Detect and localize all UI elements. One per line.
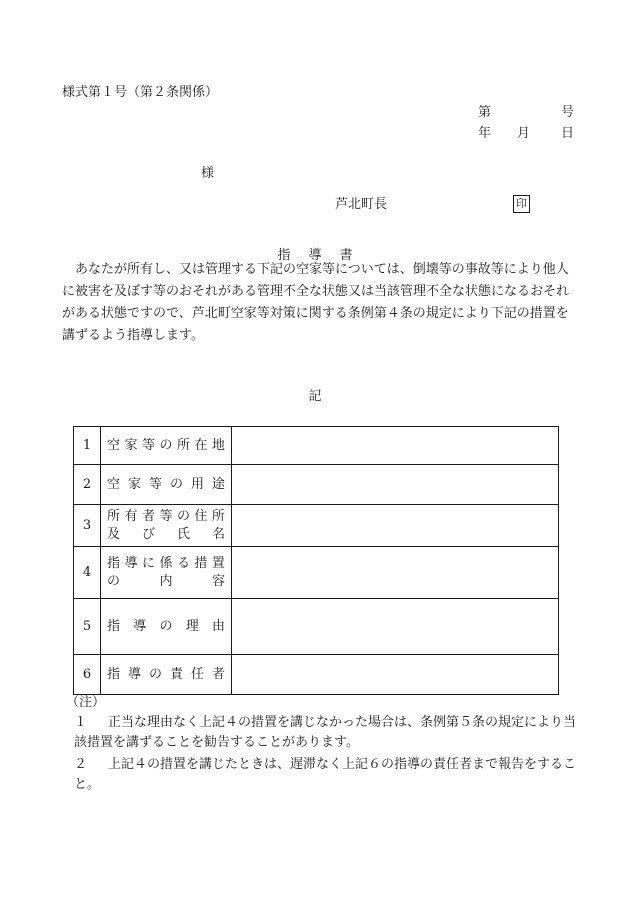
row-label-char: 指	[107, 555, 121, 571]
row-label	[101, 427, 232, 465]
row-label-line	[107, 476, 225, 494]
row-label	[101, 465, 232, 505]
row-label-char: 所	[107, 508, 121, 524]
row-label-char: 由	[211, 618, 225, 634]
row-label-char: 名	[211, 526, 225, 542]
row-value-field[interactable]	[232, 599, 559, 655]
row-number: 6	[74, 655, 101, 695]
row-label-char: 者	[141, 508, 155, 524]
addressee-suffix: 様	[201, 166, 215, 181]
row-label-char: 在	[194, 437, 208, 453]
row-number: 2	[74, 465, 101, 505]
row-label-char: 導	[124, 555, 138, 571]
row-label-line	[107, 555, 225, 573]
row-label-char: の	[159, 618, 173, 634]
row-label-char: 指	[107, 618, 121, 634]
row-value-field[interactable]	[232, 427, 559, 465]
row-label-char: 家	[124, 437, 138, 453]
row-label-line	[107, 666, 225, 684]
notes-heading: （注）	[66, 695, 106, 710]
row-label-char: 等	[159, 508, 173, 524]
row-label-char: 住	[194, 508, 208, 524]
row-number: 4	[74, 547, 101, 599]
row-label-line	[107, 437, 225, 455]
row-label-char: の	[159, 437, 173, 453]
row-value-field[interactable]	[232, 655, 559, 695]
table-row	[74, 599, 559, 655]
row-label-char: の	[169, 476, 183, 492]
date-month-label: 月	[517, 126, 531, 141]
row-number: 5	[74, 599, 101, 655]
row-label-line	[107, 526, 225, 544]
document-number-prefix: 第	[478, 105, 492, 120]
row-label-char: 地	[211, 437, 225, 453]
ki-heading: 記	[308, 389, 322, 404]
row-label-char: び	[141, 526, 155, 542]
row-label-char: に	[141, 555, 155, 571]
row-label-char: 導	[133, 618, 147, 634]
row-label-char: 空	[107, 437, 121, 453]
row-label-char: 導	[127, 666, 141, 682]
row-label-char: 者	[211, 666, 225, 682]
title-char: 導	[308, 248, 322, 263]
row-label-char: の	[107, 573, 121, 589]
row-label-char: 途	[211, 476, 225, 492]
row-label-char: 等	[148, 476, 162, 492]
form-number: 様式第１号（第２条関係）	[62, 85, 219, 100]
row-label-char: 容	[211, 573, 225, 589]
row-value-field[interactable]	[232, 465, 559, 505]
row-label-line	[107, 618, 225, 636]
row-label-char: の	[176, 508, 190, 524]
row-label-char: 理	[185, 618, 199, 634]
row-label-char: の	[148, 666, 162, 682]
note-text: 正当な理由なく上記４の措置を講じなかった場合は、条例第５条の規定により当該措置を講ずることを勧告することがあります。	[74, 715, 577, 750]
row-label-char: 家	[127, 476, 141, 492]
document-number-suffix: 号	[561, 105, 575, 120]
issuer-name: 芦北町長	[335, 197, 388, 212]
date-year-label: 年	[478, 126, 492, 141]
row-number: 3	[74, 505, 101, 547]
row-label-char: 所	[176, 437, 190, 453]
body-paragraph-text: あなたが所有し、又は管理する下記の空家等については、倒壊等の事故等により他人に被害を及ぼす等のおそれがある管理不全な状態又は当該管理不全な状態になるおそれがある状態ですので、芦北町空家等対策に関する条例第４条の規定により下記の措置を講ずるよう指導します。	[62, 262, 570, 343]
table-row	[74, 427, 559, 465]
title-char: 指	[277, 248, 291, 263]
row-label	[101, 655, 232, 695]
row-label-char: 内	[159, 573, 173, 589]
row-label-char: 及	[107, 526, 121, 542]
table-row	[74, 505, 559, 547]
row-label-char: 等	[141, 437, 155, 453]
table-row	[74, 655, 559, 695]
row-value-field[interactable]	[232, 547, 559, 599]
row-label-char: 有	[124, 508, 138, 524]
row-label-char: 用	[190, 476, 204, 492]
row-label-char: 空	[107, 476, 121, 492]
row-label-char: る	[176, 555, 190, 571]
title-char: 書	[339, 248, 353, 263]
row-label-char: 指	[107, 666, 121, 682]
row-number: 1	[74, 427, 101, 465]
date-day-label: 日	[561, 126, 575, 141]
note-item	[74, 713, 580, 753]
table-row	[74, 465, 559, 505]
seal-stamp-box: 印	[513, 195, 530, 213]
row-label-line	[107, 573, 225, 591]
row-label-char: 措	[194, 555, 208, 571]
row-label	[101, 505, 232, 547]
row-label-line	[107, 508, 225, 526]
row-label-char: 氏	[176, 526, 190, 542]
row-label-char: 置	[211, 555, 225, 571]
note-item	[74, 755, 580, 795]
row-label-char: 責	[169, 666, 183, 682]
row-value-field[interactable]	[232, 505, 559, 547]
row-label	[101, 547, 232, 599]
row-label-char: 所	[211, 508, 225, 524]
body-paragraph	[62, 259, 572, 347]
row-label-char: 任	[190, 666, 204, 682]
items-table	[73, 426, 559, 695]
note-text: 上記４の措置を講じたときは、遅滞なく上記６の指導の責任者まで報告をすること。	[74, 757, 577, 792]
note-number: １	[74, 715, 88, 730]
table-row	[74, 547, 559, 599]
row-label	[101, 599, 232, 655]
row-label-char: 係	[159, 555, 173, 571]
note-number: ２	[74, 757, 88, 772]
